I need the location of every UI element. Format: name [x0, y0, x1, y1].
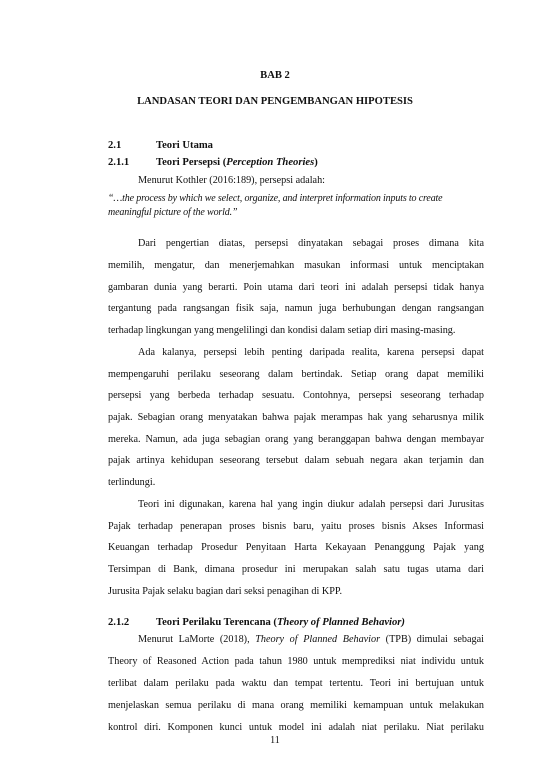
body-line: Pajak terhadap penerapan proses bisnis baru, yaitu proses bisnis Akses Informasi	[108, 521, 484, 532]
body-line: persepsi yang berbeda terhadap sesuatu. Contohnya, persepsi seseorang terhadap	[108, 390, 484, 401]
body-line: Jurusita Pajak selaku bagian dari seksi penagihan di KPP.	[108, 586, 342, 597]
body-line: mereka. Namun, ada juga sebagian orang yang beranggapan bahwa dengan membayar	[108, 434, 484, 445]
section-number: 2.1.2	[108, 617, 130, 628]
section-title-italic: Theory of Planned Behavior)	[276, 617, 405, 628]
chapter-title: LANDASAN TEORI DAN PENGEMBANGAN HIPOTESIS	[137, 96, 413, 107]
body-line: terlibat dalam perilaku pada waktu dan tempat tertentu. Teori ini bertujuan untuk	[108, 678, 484, 689]
section-heading-2-1	[108, 140, 213, 151]
intro-line: Menurut Kothler (2016:189), persepsi adalah:	[138, 175, 326, 186]
quote-line: meaningful picture of the world.”	[108, 207, 238, 218]
body-line: memilih, mengatur, dan menerjemahkan masukan informasi untuk menciptakan	[108, 260, 484, 271]
body-line	[138, 634, 484, 645]
body-text: Menurut LaMorte (2018),	[138, 634, 256, 645]
body-line: Theory of Reasoned Action pada tahun 1980 untuk memprediksi niat individu untuk	[108, 656, 484, 667]
body-line: tergantung pada rangsangan fisik saja, namun juga berhubungan dengan rangsangan	[108, 303, 484, 314]
section-number: 2.1	[108, 140, 122, 151]
body-line: pajak. Sebagian orang menyatakan bahwa pajak merampas hak yang seharusnya milik	[108, 412, 484, 423]
body-line: Tersimpan di Bank, dimana prosedur ini merupakan salah satu tugas utama dari	[108, 564, 484, 575]
section-title-italic: Perception Theories	[226, 157, 315, 168]
section-title-close: )	[314, 157, 318, 168]
body-line: pajak artinya kehidupan seseorang tersebut dalam sebuah negara akan terjamin dan	[108, 455, 484, 466]
body-line: menjelaskan semua perilaku di mana orang memiliki kemampuan untuk melakukan	[108, 700, 484, 711]
body-line: terhadap lingkungan yang mengelilingi dan kondisi dalam setiap diri masing-masing.	[108, 325, 456, 336]
section-heading-2-1-2	[108, 617, 405, 628]
section-heading-2-1-1	[108, 157, 318, 168]
body-line: Dari pengertian diatas, persepsi dinyatakan sebagai proses dimana kita	[138, 238, 484, 249]
body-line: terlindungi.	[108, 477, 156, 488]
body-line: Teori ini digunakan, karena hal yang ingin diukur adalah persepsi dari Jurusitas	[138, 499, 484, 510]
quote-line: “…the process by which we select, organize, and interpret information inputs to create	[108, 193, 443, 204]
section-number: 2.1.1	[108, 157, 130, 168]
body-line: Keuangan terhadap Prosedur Penyitaan Harta Kekayaan Penanggung Pajak yang	[108, 542, 484, 553]
page-number: 11	[270, 735, 280, 746]
body-line: Ada kalanya, persepsi lebih penting daripada realita, karena persepsi dapat	[138, 347, 484, 358]
section-title: Teori Perilaku Terencana (	[156, 617, 277, 628]
chapter-label: BAB 2	[260, 70, 290, 81]
section-title: Teori Utama	[156, 140, 213, 151]
body-text: (TPB) dimulai sebagai	[380, 634, 484, 645]
body-text-italic: Theory of Planned Behavior	[255, 634, 381, 645]
section-title: Teori Persepsi (	[156, 157, 227, 168]
body-line: kontrol diri. Komponen kunci untuk model ini adalah niat perilaku. Niat perilaku	[108, 722, 484, 733]
body-line: gambaran dunia yang berarti. Poin utama dari teori ini adalah persepsi tidak hanya	[108, 282, 484, 293]
body-line: mempengaruhi perilaku seseorang dalam bertindak. Setiap orang dapat memiliki	[108, 369, 484, 380]
